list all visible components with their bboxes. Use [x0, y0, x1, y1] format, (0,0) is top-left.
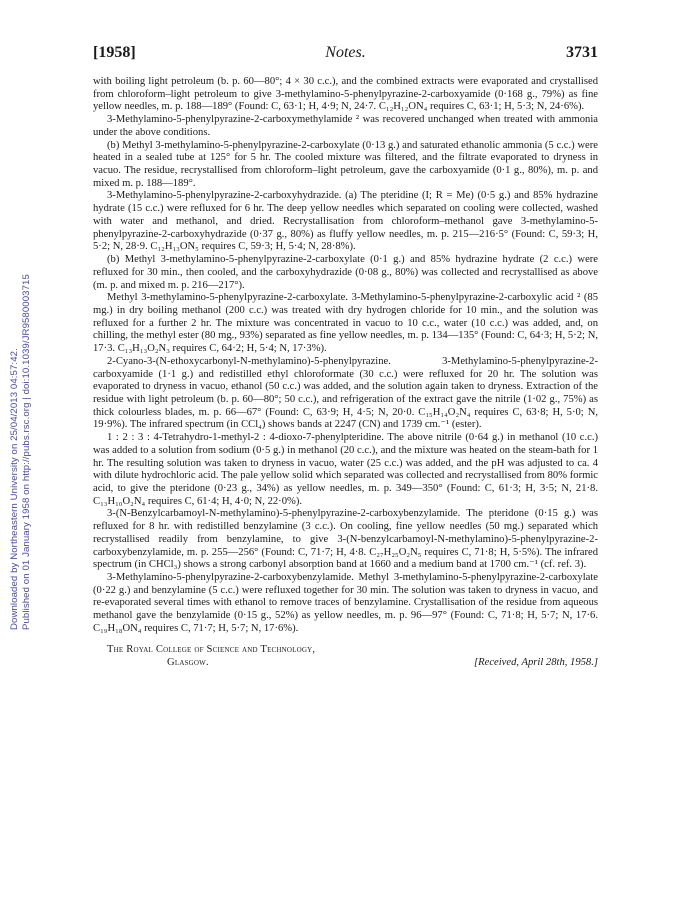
paragraph: with boiling light petroleum (b. p. 60—80°; 4 × 30 c.c.), and the combined extracts were evaporated and crystallised from chloroform–light petroleum to give 3-methylamino-5-phenylpyrazine-2-carboxyamide (0·168 g., 79%) as fine yellow needles, m. p. 188—189° (Found: C, 63·1; H, 4·9; N, 24·7. C₁₂H₁₂ON₄ requires C, 63·1; H, 5·3; N, 24·6%).: [93, 76, 598, 113]
paragraph: 3-Methylamino-5-phenylpyrazine-2-carboxybenzylamide. Methyl 3-methylamino-5-phenylpyrazine-2-carboxylate (0·22 g.) and benzylamine (5 c.c.) were refluxed together for 30 min. The solution was taken to dryness in vacuo, and re-evaporated several times with ethanol to remove traces of benzylamine. Crystallisation of the residue from aqueous methanol gave the benzylamide (0·15 g., 52%) as yellow needles, m. p. 96—97° (Found: C, 71·8; H, 5·7; N, 17·6. C₁₉H₁₈ON₄ requires C, 71·7; H, 5·7; N, 17·6%).: [93, 572, 598, 634]
article-footer: [93, 644, 598, 674]
paragraph: (b) Methyl 3-methylamino-5-phenylpyrazine-2-carboxylate (0·13 g.) and saturated ethanolic ammonia (5 c.c.) were heated in a sealed tube at 125° for 5 hr. The cooled mixture was filtered, and the filtrate evaporated to dryness in vacuo. The residue, recrystallised from chloroform–light petroleum, gave the carboxyamide (0·1 g., 80%), m. p. and mixed m. p. 188—189°.: [93, 139, 598, 189]
paragraph: Methyl 3-methylamino-5-phenylpyrazine-2-carboxylate. 3-Methylamino-5-phenylpyrazine-2-carboxylic acid ² (85 mg.) in dry boiling methanol (200 c.c.) was treated with dry hydrogen chloride for 10 min., and the solution was refluxed for a further 2 hr. The mixture was concentrated in vacuo to 10 c.c., water (10 c.c.) was added, and, on chilling, the methyl ester (80 mg., 93%) separated as fine yellow needles, m. p. 134—135° (Found: C, 64·3; H, 5·2; N, 17·3. C₁₃H₁₃O₂N₃ requires C, 64·2; H, 5·4; N, 17·3%).: [93, 292, 598, 355]
received-date: [Received, April 28th, 1958.]: [474, 656, 598, 668]
download-watermark: [0, 0, 50, 912]
paragraph: (b) Methyl 3-methylamino-5-phenylpyrazine-2-carboxylate (0·1 g.) and 85% hydrazine hydrate (2 c.c.) were refluxed for 30 min., then cooled, and the carboxyhydrazide (0·08 g., 80%) was collected and recrystallised as above (m. p. and mixed m. p. 216—217°).: [93, 254, 598, 291]
article-body: [93, 76, 598, 674]
download-notice: Downloaded by Northeastern University on 25/04/2013 04:57:42.: [9, 348, 20, 630]
paragraph: 3-Methylamino-5-phenylpyrazine-2-carboxymethylamide ² was recovered unchanged when treated with ammonia under the above conditions.: [93, 114, 598, 138]
page-number: 3731: [566, 44, 598, 61]
paragraph: 2-Cyano-3-(N-ethoxycarbonyl-N-methylamino)-5-phenylpyrazine. 3-Methylamino-5-phenylpyrazine-2-carboxyamide (1·1 g.) and redistilled ethyl chloroformate (30 c.c.) were refluxed for 20 hr. The solution was evaporated to dryness in vacuo, ethanol (50 c.c.) was added, and the solution again taken to dryness. Extraction of the residue with light petroleum (b. p. 60—80°; 50 c.c.), and refrigeration of the extract gave the nitrile (1·02 g., 75%) as thick colourless blades, m. p. 66—67° (Found: C, 63·9; H, 4·5; N, 20·0. C₁₅H₁₄O₂N₄ requires C, 63·8; H, 5·0; N, 19·9%). The infrared spectrum (in CCl₄) shows bands at 2247 (CN) and 1739 cm.⁻¹ (ester).: [93, 355, 598, 431]
paragraph: 3-Methylamino-5-phenylpyrazine-2-carboxyhydrazide. (a) The pteridine (I; R = Me) (0·5 g.) and 85% hydrazine hydrate (15 c.c.) were refluxed for 6 hr. The deep yellow needles which separated on cooling were collected, washed with water and methanol, and dried. Recrystallisation from chloroform–methanol gave 3-methylamino-5-phenylpyrazine-2-carboxyhydrazide (0·37 g., 80%) as fluffy yellow needles, m. p. 215—216·5° (Found: C, 59·3; H, 5·2; N, 28·9. C₁₂H₁₃ON₅ requires C, 59·3; H, 5·4; N, 28·8%).: [93, 190, 598, 253]
paragraph: 1 : 2 : 3 : 4-Tetrahydro-1-methyl-2 : 4-dioxo-7-phenylpteridine. The above nitrile (0·64 g.) in methanol (10 c.c.) was added to a solution from sodium (0·5 g.) in methanol (20 c.c.), and the mixture was heated on the steam-bath for 1 hr. The resulting solution was taken to dryness in vacuo, water (25 c.c.) was added, and the pH was adjusted to ca. 4 with dilute hydrochloric acid. The pale yellow solid which separated was collected and recrystallised from 80% formic acid, to give the pteridone (0·23 g., 34%) as yellow needles, m. p. 349—350° (Found: C, 61·3; H, 3·5; N, 21·8. C₁₃H₁₀O₂N₄ requires C, 61·4; H, 4·0; N, 22·0%).: [93, 432, 598, 507]
institution-city: Glasgow.: [167, 656, 209, 668]
journal-year: [1958]: [93, 44, 136, 61]
running-header: [93, 44, 598, 68]
publication-notice[interactable]: Published on 01 January 1958 on http://pubs.rsc.org | doi:10.1039/JR9580003715: [21, 274, 32, 630]
institution-address: The Royal College of Science and Technology,: [107, 643, 316, 655]
paragraph: 3-(N-Benzylcarbamoyl-N-methylamino)-5-phenylpyrazine-2-carboxybenzylamide. The pteridone (0·15 g.) was refluxed for 8 hr. with redistilled benzylamine (3 c.c.). On cooling, fine yellow needles (50 mg.) separated which recrystallised readily from benzylamine, to give 3-(N-benzylcarbamoyl-N-methylamino)-5-phenylpyrazine-2-carboxybenzylamide, m. p. 255—256° (Found: C, 71·7; H, 4·8. C₂₇H₂₅O₂N₅ requires C, 71·8; H, 5·5%). The infrared spectrum (in CHCl₃) shows a strong carbonyl absorption band at 1660 and a medium band at 1700 cm.⁻¹ (cf. ref. 3).: [93, 508, 598, 571]
section-title: Notes.: [325, 44, 366, 61]
